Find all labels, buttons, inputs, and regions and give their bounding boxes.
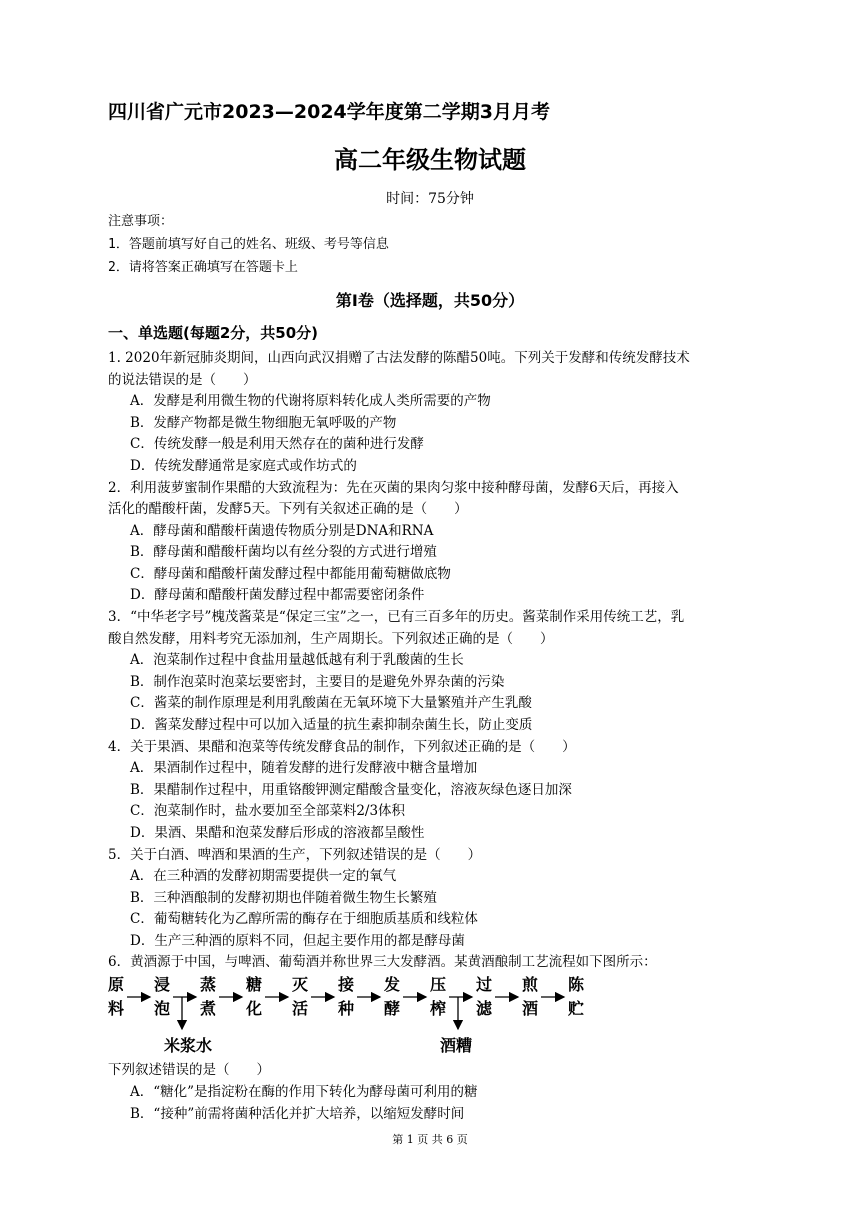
byproduct-distillers-grains: 酒糟 [440,1036,473,1055]
page-footer: 第 1 页 共 6 页 [392,1133,468,1146]
subject-title: 高二年级生物试题 [334,146,526,174]
question-option: A．在三种酒的发酵初期需要提供一定的氧气 [130,868,397,884]
flow-step-char: 蒸 [199,975,216,994]
question-option: D．传统发酵通常是家庭式或作坊式的 [130,458,357,474]
flow-step-char: 种 [337,999,354,1018]
flow-step-char: 煮 [199,999,216,1018]
question-option: B．果醋制作过程中，用重铬酸钾测定醋酸含量变化，溶液灰绿色逐日加深 [130,782,572,798]
question-option: C．酱菜的制作原理是利用乳酸菌在无氧环境下大量繁殖并产生乳酸 [130,695,532,711]
question-option: C．葡萄糖转化为乙醇所需的酶存在于细胞质基质和线粒体 [130,911,478,927]
section-heading: 一、单选题(每题2分，共50分) [108,324,319,342]
flow-step-char: 滤 [475,999,492,1018]
question-option: B．“接种”前需将菌种活化并扩大培养，以缩短发酵时间 [130,1106,465,1122]
question-option: D．酵母菌和醋酸杆菌发酵过程中都需要密闭条件 [130,587,425,603]
exam-time: 时间：75分钟 [386,191,474,207]
question-option: C．传统发酵一般是利用天然存在的菌种进行发酵 [130,436,424,452]
flow-step-char: 陈 [567,975,584,994]
notice-item: 1．答题前填写好自己的姓名、班级、考号等信息 [108,237,389,252]
flow-step-char: 压 [429,975,446,994]
question-option: B．三种酒酿制的发酵初期也伴随着微生物生长繁殖 [130,890,437,906]
question-stem: 1. 2020年新冠肺炎期间，山西向武汉捐赠了古法发酵的陈醋50吨。下列关于发酵和传统发酵技术 [108,350,690,366]
question-stem: 的说法错误的是（ ） [108,372,257,388]
question-option: A．酵母菌和醋酸杆菌遗传物质分别是DNA和RNA [130,523,434,539]
question-option: C．酵母菌和醋酸杆菌发酵过程中都能用葡萄糖做底物 [130,566,451,582]
question-option: B．发酵产物都是微生物细胞无氧呼吸的产物 [130,415,397,431]
question-stem: 酸自然发酵，用料考究无添加剂，生产周期长。下列叙述正确的是（ ） [108,631,554,647]
flow-step-char: 浸 [153,975,170,994]
flow-step-char: 糖 [245,975,262,994]
question-stem: 3．“中华老字号”槐茂酱菜是“保定三宝”之一，已有三百多年的历史。酱菜制作采用传统工艺，乳 [108,609,685,625]
question-option: B．制作泡菜时泡菜坛要密封，主要目的是避免外界杂菌的污染 [130,674,505,690]
question-option: C．泡菜制作时，盐水要加至全部菜料2/3体积 [130,803,406,819]
exam-title: 四川省广元市2023—2024学年度第二学期3月月考 [108,101,550,123]
flow-step-char: 活 [291,999,308,1018]
flow-step-char: 原 [107,975,124,994]
byproduct-rice-water: 米浆水 [164,1036,213,1055]
flow-step-char: 煎 [521,975,538,994]
question-option: A．“糖化”是指淀粉在酶的作用下转化为酵母菌可利用的糖 [130,1084,478,1100]
question-option: A．发酵是利用微生物的代谢将原料转化成人类所需要的产物 [130,393,491,409]
question-stem: 活化的醋酸杆菌，发酵5天。下列有关叙述正确的是（ ） [108,501,468,517]
question-stem: 5．关于白酒、啤酒和果酒的生产，下列叙述错误的是（ ） [108,847,482,863]
question-option: D．果酒、果醋和泡菜发酵后形成的溶液都呈酸性 [130,825,425,841]
flow-step-char: 过 [475,975,492,994]
part-heading: 第Ⅰ卷（选择题，共50分） [335,291,525,310]
notice-heading: 注意事项： [108,214,174,229]
flow-step-char: 发 [383,975,400,994]
flow-step-char: 贮 [567,999,584,1018]
flow-step-char: 榨 [429,999,446,1018]
question-option: A．果酒制作过程中，随着发酵的进行发酵液中糖含量增加 [130,760,478,776]
question-option: D．酱菜发酵过程中可以加入适量的抗生素抑制杂菌生长，防止变质 [130,717,533,733]
flow-step-char: 泡 [153,999,170,1018]
flow-step-char: 料 [107,999,124,1018]
question-option: D．生产三种酒的原料不同，但起主要作用的都是酵母菌 [130,933,465,949]
question-stem: 4．关于果酒、果醋和泡菜等传统发酵食品的制作，下列叙述正确的是（ ） [108,739,576,755]
flow-step-char: 接 [337,975,354,994]
question-option: A．泡菜制作过程中食盐用量越低越有利于乳酸菌的生长 [130,652,464,668]
flow-step-char: 酵 [383,999,400,1018]
process-flow-diagram [106,973,626,1058]
question-stem: 6．黄酒源于中国，与啤酒、葡萄酒并称世界三大发酵酒。某黄酒酿制工艺流程如下图所示： [108,954,657,970]
question-stem: 2．利用菠萝蜜制作果醋的大致流程为：先在灭菌的果肉匀浆中接种酵母菌，发酵6天后，再接入 [108,480,679,496]
flow-step-char: 灭 [291,975,308,994]
notice-item: 2．请将答案正确填写在答题卡上 [108,260,298,275]
flow-step-char: 化 [245,999,262,1018]
flow-step-char: 酒 [521,999,538,1018]
question-option: B．酵母菌和醋酸杆菌均以有丝分裂的方式进行增殖 [130,544,437,560]
question-stem: 下列叙述错误的是（ ） [108,1062,270,1078]
